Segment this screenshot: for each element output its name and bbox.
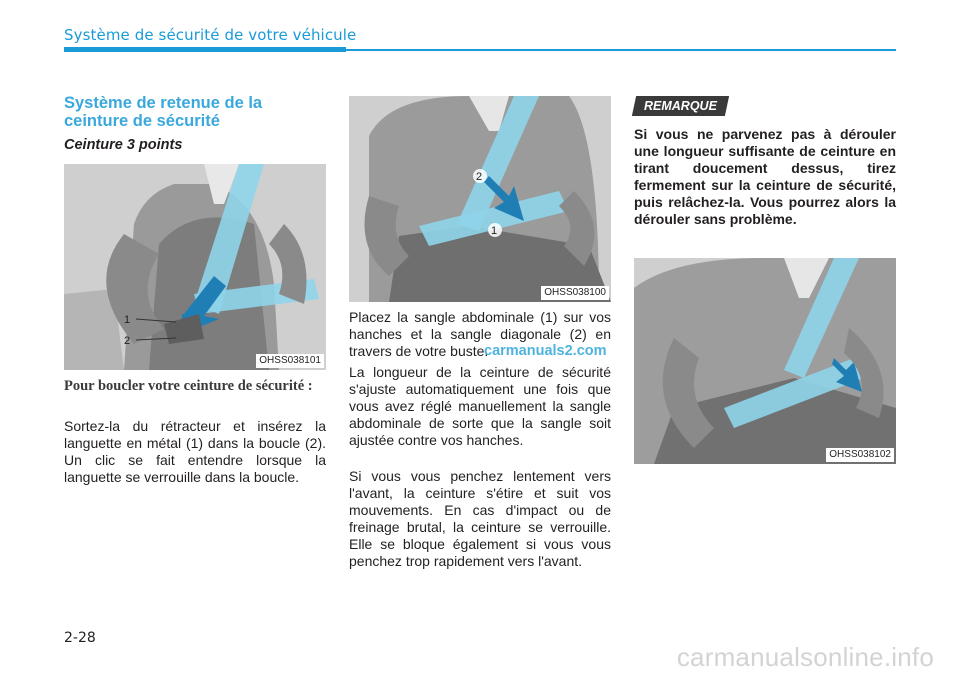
watermark-mid: carmanuals2.com	[484, 343, 607, 359]
remark-text: Si vous ne parvenez pas à dérouler une longueur suffisante de ceinture en tirant doucement dessus, tirez fermement sur la ceinture de sécurité, puis relâchez-la. Vous pourrez alors la dérouler sans problème.	[634, 126, 896, 227]
header-rule-accent	[64, 47, 346, 52]
figure-buckle-insert	[64, 164, 326, 370]
figure-code: OHSS038100	[541, 286, 609, 300]
figure-belt-position	[349, 96, 611, 302]
fasten-paragraph: Sortez-la du rétracteur et insérez la languette en métal (1) dans la boucle (2). Un clic se fait entendre lorsque la languette se verrouille dans la boucle.	[64, 418, 326, 485]
callout-label-2: 2	[476, 171, 483, 183]
adjust-paragraph: La longueur de la ceinture de sécurité s'ajuste automatiquement une fois que vous avez réglé manuellement la sangle abdominale de sorte que la sangle soit ajustée contre vos hanches.	[349, 364, 611, 448]
figure-code: OHSS038102	[826, 448, 894, 462]
header-title: Système de sécurité de votre véhicule	[64, 26, 357, 44]
section-title: Système de retenue de la ceinture de sécurité	[64, 94, 263, 130]
callout-label-1: 1	[124, 314, 131, 326]
page-number: 2-28	[64, 630, 96, 646]
watermark-bottom: carmanualsonline.info	[676, 642, 934, 672]
lean-paragraph: Si vous vous penchez lentement vers l'avant, la ceinture s'étire et suit vos mouvements. En cas d'impact ou de freinage brutal, la ceinture se verrouille. Elle se bloque également si vous vous penchez trop rapidement vers l'avant.	[349, 468, 611, 569]
figure-code: OHSS038101	[256, 354, 324, 368]
callout-label-1: 1	[491, 225, 498, 237]
seatbelt-illustration-3	[634, 258, 896, 464]
seatbelt-illustration-2	[349, 96, 611, 302]
seatbelt-illustration-1	[64, 164, 326, 370]
position-paragraph: Placez la sangle abdominale (1) sur vos hanches et la sangle diagonale (2) en travers de votre buste.	[349, 309, 611, 359]
fasten-heading: Pour boucler votre ceinture de sécurité :	[64, 378, 313, 394]
remark-label: REMARQUE	[644, 99, 717, 113]
callout-label-2: 2	[124, 335, 131, 347]
remark-badge	[632, 96, 729, 116]
subsection-title: Ceinture 3 points	[64, 137, 183, 153]
figure-lap-belt	[634, 258, 896, 464]
